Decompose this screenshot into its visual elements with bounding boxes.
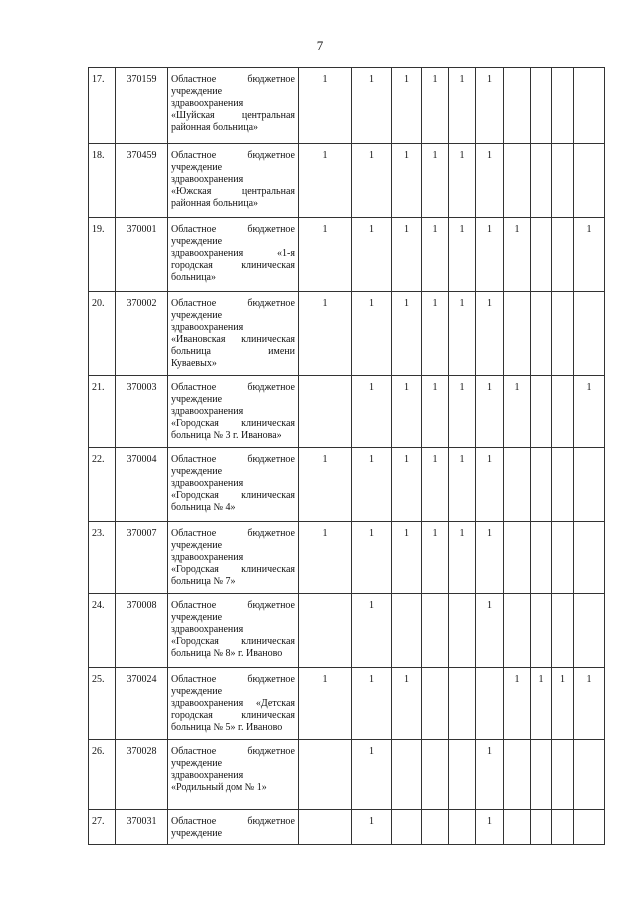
value-cell: 1 bbox=[299, 522, 352, 594]
value-cell: 1 bbox=[422, 448, 449, 522]
org-name-line: «Городская клиническая bbox=[171, 564, 295, 575]
value-cell: 1 bbox=[352, 218, 392, 292]
row-number: 17. bbox=[89, 68, 116, 144]
value-cell bbox=[574, 448, 605, 522]
value-cell: 1 bbox=[449, 522, 476, 594]
value-cell bbox=[552, 594, 574, 668]
value-cell bbox=[574, 810, 605, 845]
value-cell: 1 bbox=[552, 668, 574, 740]
value-cell bbox=[299, 594, 352, 668]
org-name-line: Областное бюджетное bbox=[171, 382, 295, 393]
value-cell: 1 bbox=[476, 68, 504, 144]
value-cell: 1 bbox=[299, 292, 352, 376]
value-cell: 1 bbox=[422, 218, 449, 292]
value-cell: 1 bbox=[352, 594, 392, 668]
value-cell bbox=[531, 292, 552, 376]
value-cell bbox=[504, 810, 531, 845]
org-name-line: «Городская клиническая bbox=[171, 418, 295, 429]
value-cell: 1 bbox=[392, 448, 422, 522]
value-cell bbox=[552, 810, 574, 845]
org-name-line: Куваевых» bbox=[171, 358, 217, 369]
org-name-line: учреждение bbox=[171, 686, 223, 697]
org-name bbox=[168, 668, 299, 740]
org-name-line: Областное бюджетное bbox=[171, 746, 295, 757]
org-name-line: Областное бюджетное bbox=[171, 74, 295, 85]
value-cell: 1 bbox=[422, 376, 449, 448]
org-name-line: Областное бюджетное bbox=[171, 600, 295, 611]
value-cell: 1 bbox=[299, 144, 352, 218]
value-cell bbox=[449, 668, 476, 740]
table-row bbox=[89, 810, 605, 845]
org-name-line: Областное бюджетное bbox=[171, 816, 295, 827]
org-name-line: больница имени bbox=[171, 346, 295, 357]
org-name-line: учреждение bbox=[171, 612, 223, 623]
value-cell bbox=[531, 376, 552, 448]
row-number: 26. bbox=[89, 740, 116, 810]
value-cell: 1 bbox=[352, 522, 392, 594]
value-cell bbox=[531, 594, 552, 668]
value-cell bbox=[574, 292, 605, 376]
value-cell bbox=[504, 292, 531, 376]
org-name-line: здравоохранения bbox=[171, 98, 244, 109]
org-code: 370003 bbox=[116, 376, 168, 448]
row-number: 19. bbox=[89, 218, 116, 292]
value-cell: 1 bbox=[476, 810, 504, 845]
value-cell: 1 bbox=[476, 376, 504, 448]
org-code: 370004 bbox=[116, 448, 168, 522]
org-name-line: учреждение bbox=[171, 310, 223, 321]
org-code: 370159 bbox=[116, 68, 168, 144]
org-name-line: учреждение bbox=[171, 758, 223, 769]
org-name-line: здравоохранения bbox=[171, 322, 244, 333]
table-row bbox=[89, 376, 605, 448]
org-name bbox=[168, 594, 299, 668]
value-cell bbox=[574, 68, 605, 144]
row-number: 22. bbox=[89, 448, 116, 522]
org-name-line: учреждение bbox=[171, 828, 223, 839]
org-name bbox=[168, 376, 299, 448]
org-name-line: Областное бюджетное bbox=[171, 150, 295, 161]
org-name bbox=[168, 448, 299, 522]
value-cell bbox=[531, 810, 552, 845]
row-number: 25. bbox=[89, 668, 116, 740]
org-name bbox=[168, 292, 299, 376]
value-cell: 1 bbox=[449, 218, 476, 292]
value-cell bbox=[504, 594, 531, 668]
value-cell: 1 bbox=[531, 668, 552, 740]
value-cell bbox=[422, 668, 449, 740]
org-name bbox=[168, 144, 299, 218]
value-cell: 1 bbox=[392, 68, 422, 144]
org-name-line: больница № 7» bbox=[171, 576, 236, 587]
value-cell bbox=[299, 376, 352, 448]
value-cell bbox=[552, 144, 574, 218]
value-cell: 1 bbox=[422, 144, 449, 218]
org-name-line: Областное бюджетное bbox=[171, 454, 295, 465]
value-cell bbox=[574, 740, 605, 810]
value-cell: 1 bbox=[476, 144, 504, 218]
org-name-line: районная больница» bbox=[171, 122, 259, 133]
value-cell bbox=[531, 68, 552, 144]
value-cell: 1 bbox=[299, 668, 352, 740]
value-cell bbox=[531, 218, 552, 292]
org-name-line: больница № 8» г. Иваново bbox=[171, 648, 283, 659]
row-number: 23. bbox=[89, 522, 116, 594]
value-cell bbox=[552, 522, 574, 594]
org-name-line: «Родильный дом № 1» bbox=[171, 782, 267, 793]
table-row bbox=[89, 448, 605, 522]
org-name-line: здравоохранения bbox=[171, 174, 244, 185]
value-cell bbox=[574, 594, 605, 668]
org-name-line: учреждение bbox=[171, 540, 223, 551]
value-cell bbox=[476, 668, 504, 740]
value-cell bbox=[504, 68, 531, 144]
table-row bbox=[89, 292, 605, 376]
row-number: 27. bbox=[89, 810, 116, 845]
table-row bbox=[89, 594, 605, 668]
org-name-line: больница № 4» bbox=[171, 502, 236, 513]
value-cell bbox=[299, 740, 352, 810]
org-name bbox=[168, 810, 299, 845]
org-name-line: здравоохранения «1-я bbox=[171, 248, 295, 259]
value-cell bbox=[299, 810, 352, 845]
value-cell bbox=[504, 740, 531, 810]
value-cell: 1 bbox=[504, 668, 531, 740]
value-cell: 1 bbox=[422, 292, 449, 376]
value-cell: 1 bbox=[574, 218, 605, 292]
value-cell: 1 bbox=[449, 448, 476, 522]
org-name-line: районная больница» bbox=[171, 198, 259, 209]
org-name bbox=[168, 522, 299, 594]
value-cell bbox=[552, 292, 574, 376]
org-name-line: здравоохранения bbox=[171, 406, 244, 417]
value-cell: 1 bbox=[392, 144, 422, 218]
org-name-line: здравоохранения bbox=[171, 552, 244, 563]
org-code: 370007 bbox=[116, 522, 168, 594]
value-cell bbox=[422, 594, 449, 668]
table-row bbox=[89, 218, 605, 292]
value-cell bbox=[574, 522, 605, 594]
value-cell bbox=[531, 522, 552, 594]
value-cell bbox=[552, 218, 574, 292]
value-cell: 1 bbox=[392, 218, 422, 292]
value-cell: 1 bbox=[299, 448, 352, 522]
org-name-line: больница № 3 г. Иванова» bbox=[171, 430, 282, 441]
row-number: 24. bbox=[89, 594, 116, 668]
org-code: 370024 bbox=[116, 668, 168, 740]
org-code: 370459 bbox=[116, 144, 168, 218]
value-cell bbox=[552, 68, 574, 144]
value-cell bbox=[504, 522, 531, 594]
value-cell: 1 bbox=[422, 522, 449, 594]
value-cell: 1 bbox=[476, 522, 504, 594]
value-cell: 1 bbox=[574, 376, 605, 448]
org-code: 370001 bbox=[116, 218, 168, 292]
org-name-line: «Ивановская клиническая bbox=[171, 334, 295, 345]
value-cell: 1 bbox=[476, 292, 504, 376]
value-cell: 1 bbox=[299, 218, 352, 292]
org-name-line: здравоохранения bbox=[171, 624, 244, 635]
value-cell: 1 bbox=[476, 448, 504, 522]
value-cell: 1 bbox=[504, 218, 531, 292]
value-cell: 1 bbox=[352, 810, 392, 845]
value-cell: 1 bbox=[392, 668, 422, 740]
value-cell bbox=[449, 740, 476, 810]
value-cell bbox=[552, 376, 574, 448]
org-name-line: учреждение bbox=[171, 162, 223, 173]
value-cell bbox=[449, 594, 476, 668]
org-name-line: учреждение bbox=[171, 236, 223, 247]
value-cell: 1 bbox=[449, 68, 476, 144]
value-cell: 1 bbox=[392, 292, 422, 376]
value-cell bbox=[392, 810, 422, 845]
table-row bbox=[89, 668, 605, 740]
value-cell: 1 bbox=[352, 68, 392, 144]
org-code: 370028 bbox=[116, 740, 168, 810]
value-cell bbox=[392, 740, 422, 810]
org-code: 370008 bbox=[116, 594, 168, 668]
value-cell: 1 bbox=[352, 376, 392, 448]
value-cell: 1 bbox=[392, 522, 422, 594]
value-cell: 1 bbox=[449, 292, 476, 376]
org-name bbox=[168, 218, 299, 292]
value-cell bbox=[504, 144, 531, 218]
org-name-line: учреждение bbox=[171, 394, 223, 405]
value-cell: 1 bbox=[449, 376, 476, 448]
value-cell: 1 bbox=[476, 740, 504, 810]
value-cell: 1 bbox=[574, 668, 605, 740]
value-cell bbox=[531, 740, 552, 810]
org-name-line: Областное бюджетное bbox=[171, 298, 295, 309]
table-row bbox=[89, 522, 605, 594]
value-cell bbox=[552, 740, 574, 810]
org-name-line: здравоохранения «Детская bbox=[171, 698, 295, 709]
org-code: 370031 bbox=[116, 810, 168, 845]
org-name-line: Областное бюджетное bbox=[171, 528, 295, 539]
org-name-line: Областное бюджетное bbox=[171, 674, 295, 685]
org-name-line: учреждение bbox=[171, 86, 223, 97]
org-name bbox=[168, 740, 299, 810]
value-cell: 1 bbox=[476, 218, 504, 292]
value-cell: 1 bbox=[422, 68, 449, 144]
value-cell: 1 bbox=[392, 376, 422, 448]
value-cell bbox=[422, 810, 449, 845]
org-name-line: учреждение bbox=[171, 466, 223, 477]
value-cell bbox=[574, 144, 605, 218]
value-cell: 1 bbox=[352, 668, 392, 740]
value-cell: 1 bbox=[352, 292, 392, 376]
org-name-line: городская клиническая bbox=[171, 710, 295, 721]
org-name bbox=[168, 68, 299, 144]
registry-table bbox=[88, 67, 605, 845]
value-cell bbox=[552, 448, 574, 522]
value-cell bbox=[531, 144, 552, 218]
value-cell: 1 bbox=[299, 68, 352, 144]
page-number: 7 bbox=[316, 38, 324, 53]
value-cell: 1 bbox=[476, 594, 504, 668]
org-name-line: больница» bbox=[171, 272, 216, 283]
table-row bbox=[89, 68, 605, 144]
org-name-line: Областное бюджетное bbox=[171, 224, 295, 235]
value-cell: 1 bbox=[352, 740, 392, 810]
value-cell bbox=[422, 740, 449, 810]
value-cell: 1 bbox=[504, 376, 531, 448]
value-cell bbox=[531, 448, 552, 522]
table-row bbox=[89, 144, 605, 218]
row-number: 20. bbox=[89, 292, 116, 376]
org-code: 370002 bbox=[116, 292, 168, 376]
value-cell bbox=[504, 448, 531, 522]
org-name-line: больница № 5» г. Иваново bbox=[171, 722, 283, 733]
org-name-line: здравоохранения bbox=[171, 478, 244, 489]
table-row bbox=[89, 740, 605, 810]
org-name-line: здравоохранения bbox=[171, 770, 244, 781]
org-name-line: «Городская клиническая bbox=[171, 636, 295, 647]
org-name-line: «Городская клиническая bbox=[171, 490, 295, 501]
org-name-line: городская клиническая bbox=[171, 260, 295, 271]
org-name-line: «Южская центральная bbox=[171, 186, 295, 197]
row-number: 21. bbox=[89, 376, 116, 448]
row-number: 18. bbox=[89, 144, 116, 218]
value-cell bbox=[392, 594, 422, 668]
value-cell: 1 bbox=[449, 144, 476, 218]
value-cell: 1 bbox=[352, 448, 392, 522]
value-cell: 1 bbox=[352, 144, 392, 218]
org-name-line: «Шуйская центральная bbox=[171, 110, 295, 121]
value-cell bbox=[449, 810, 476, 845]
